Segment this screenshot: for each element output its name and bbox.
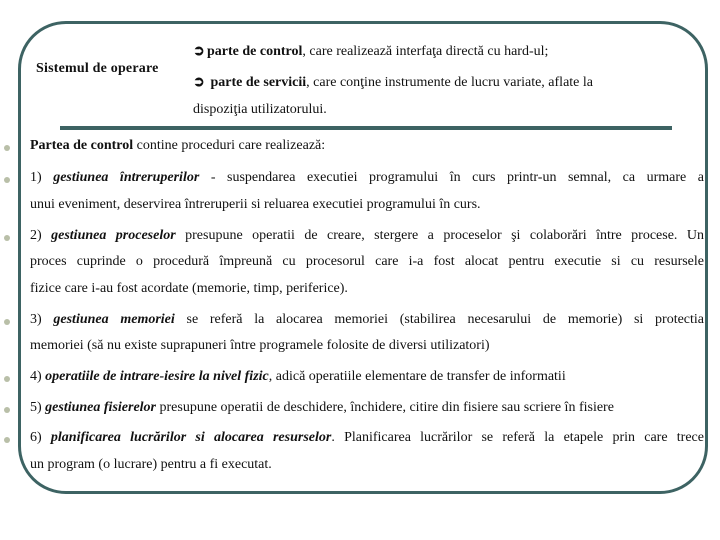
item-3-line-1 (30, 312, 704, 328)
text: . Planificarea lucrărilor se referă la etapele prin care trece (331, 430, 704, 445)
term: parte de control (207, 44, 303, 59)
header-item-services (193, 74, 593, 91)
num: 1) (30, 170, 54, 185)
num: 2) (30, 228, 52, 243)
term: planificarea lucrărilor si alocarea resurselor (50, 430, 332, 445)
header-title: Sistemul de operare (36, 61, 159, 76)
bullet-icon (4, 437, 10, 443)
bullet-icon (4, 376, 10, 382)
separator-line (60, 126, 672, 130)
item-6-line-2: un program (o lucrare) pentru a fi executat. (30, 457, 272, 472)
text: se referă la alocarea memoriei (stabilirea necesarului de memorie) si protectia (174, 312, 705, 327)
term: Partea de control (30, 138, 134, 153)
item-1-line-1 (30, 170, 704, 186)
intro-line (30, 138, 704, 154)
arrow-icon: ➲ (193, 75, 205, 90)
term: operatiile de intrare-iesire la nivel fizic (45, 369, 269, 384)
term: gestiunea întreruperilor (53, 170, 200, 185)
bullet-icon (4, 319, 10, 325)
term: parte de servicii (210, 75, 307, 90)
item-5-line-1 (30, 400, 704, 416)
text: - suspendarea executiei programului în curs printr-un semnal, ca urmare a (199, 170, 704, 185)
bullet-icon (4, 235, 10, 241)
term: gestiunea proceselor (51, 228, 176, 243)
text: , care conţine instrumente de lucru variate, aflate la (306, 75, 593, 90)
item-2-line-1 (30, 228, 704, 244)
header-item-control (193, 43, 548, 60)
bullet-icon (4, 407, 10, 413)
item-3-line-2: memoriei (să nu existe suprapuneri între programele folosite de diversi utilizatori) (30, 338, 490, 353)
item-4-line-1 (30, 369, 704, 385)
item-1-line-2: unui eveniment, deservirea întreruperii si reluarea executiei programului în curs. (30, 197, 481, 212)
num: 5) (30, 400, 46, 415)
text: presupune operatii de deschidere, închidere, citire din fisiere sau scriere în fisiere (156, 400, 614, 415)
bullet-icon (4, 177, 10, 183)
term: gestiunea memoriei (53, 312, 175, 327)
arrow-icon: ➲ (193, 44, 205, 59)
num: 6) (30, 430, 51, 445)
text: contine proceduri care realizează: (133, 138, 326, 153)
num: 3) (30, 312, 54, 327)
term: gestiunea fisierelor (45, 400, 157, 415)
item-6-line-1 (30, 430, 704, 446)
item-2-line-2: proces cuprinde o procedură împreună cu procesorul care i-a fost alocat pentru executie si cu resursele (30, 254, 704, 269)
text: presupune operatii de creare, stergere a proceselor şi colaborări între procese. Un (175, 228, 704, 243)
text: , care realizează interfaţa directă cu hard-ul; (302, 44, 549, 59)
bullet-icon (4, 145, 10, 151)
header-item-services-cont: dispoziţia utilizatorului. (193, 102, 327, 117)
num: 4) (30, 369, 46, 384)
text: , adică operatiile elementare de transfer de informatii (268, 369, 566, 384)
item-2-line-3: fizice care i-au fost acordate (memorie, timp, periferice). (30, 281, 348, 296)
